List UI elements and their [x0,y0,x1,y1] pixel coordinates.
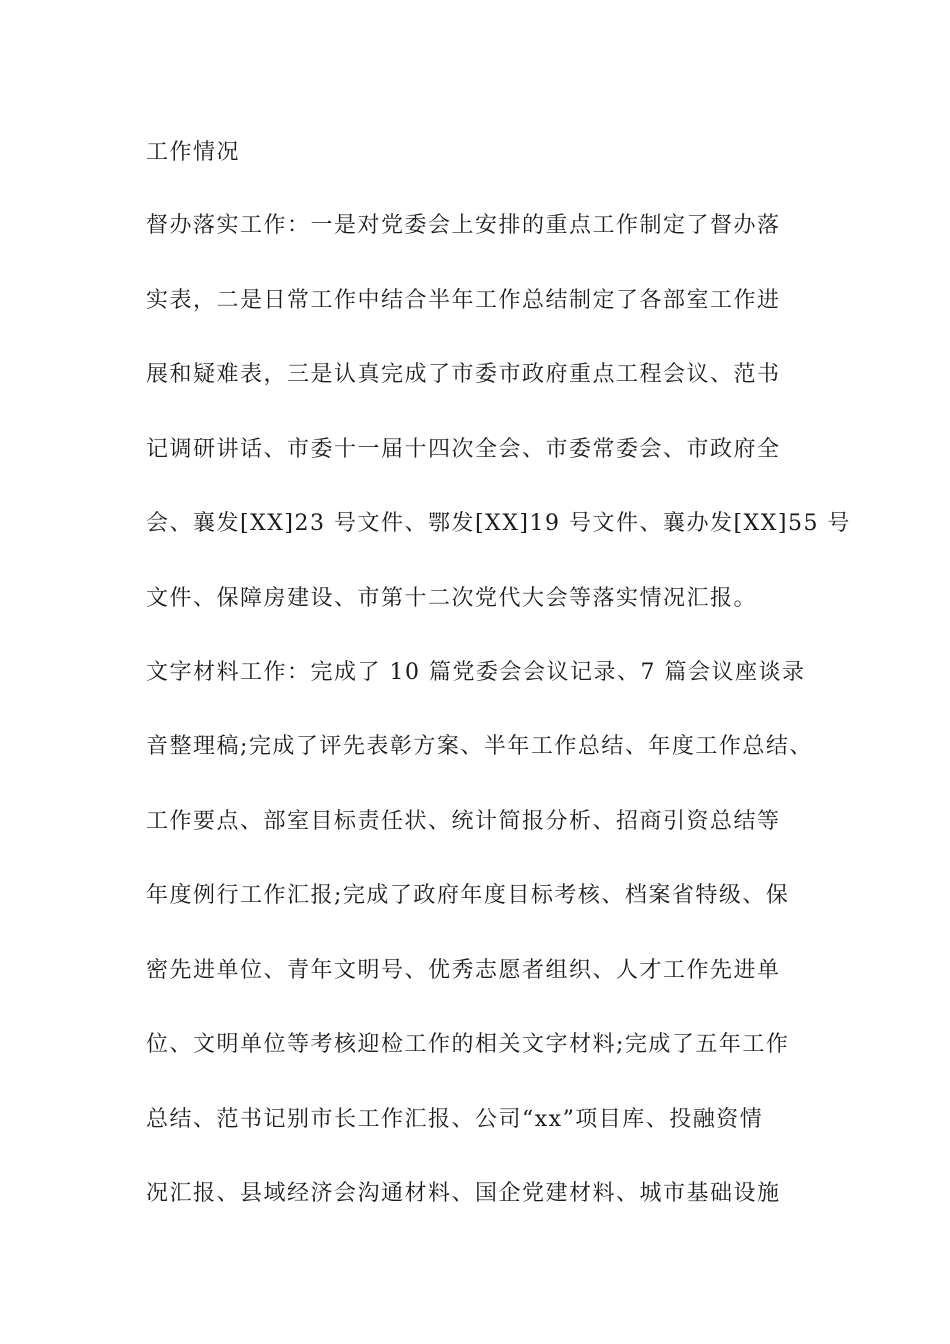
paragraph-line: 年度例行工作汇报;完成了政府年度目标考核、档案省特级、保 [146,883,790,908]
paragraph-line: 文字材料工作：完成了 10 篇党委会会议记录、7 篇会议座谈录 [146,660,806,685]
paragraph-line: 密先进单位、青年文明号、优秀志愿者组织、人才工作先进单 [146,958,781,983]
paragraph-line: 况汇报、县域经济会沟通材料、国企党建材料、城市基础设施 [146,1181,781,1206]
paragraph-line: 音整理稿;完成了评先表彰方案、半年工作总结、年度工作总结、 [146,734,813,759]
paragraph-line: 总结、范书记别市长工作汇报、公司“xx”项目库、投融资情 [146,1107,764,1132]
section-heading: 工作情况 [146,140,241,165]
paragraph-line: 文件、保障房建设、市第十二次党代大会等落实情况汇报。 [146,586,758,611]
paragraph-line: 督办落实工作：一是对党委会上安排的重点工作制定了督办落 [146,213,781,238]
paragraph-line: 会、襄发[XX]23 号文件、鄂发[XX]19 号文件、襄办发[XX]55 号 [146,511,851,536]
paragraph-line: 实表，二是日常工作中结合半年工作总结制定了各部室工作进 [146,288,781,313]
paragraph-line: 位、文明单位等考核迎检工作的相关文字材料;完成了五年工作 [146,1032,790,1057]
paragraph-line: 记调研讲话、市委十一届十四次全会、市委常委会、市政府全 [146,437,781,462]
paragraph-line: 展和疑难表，三是认真完成了市委市政府重点工程会议、范书 [146,362,781,387]
paragraph-line: 工作要点、部室目标责任状、统计简报分析、招商引资总结等 [146,809,781,834]
